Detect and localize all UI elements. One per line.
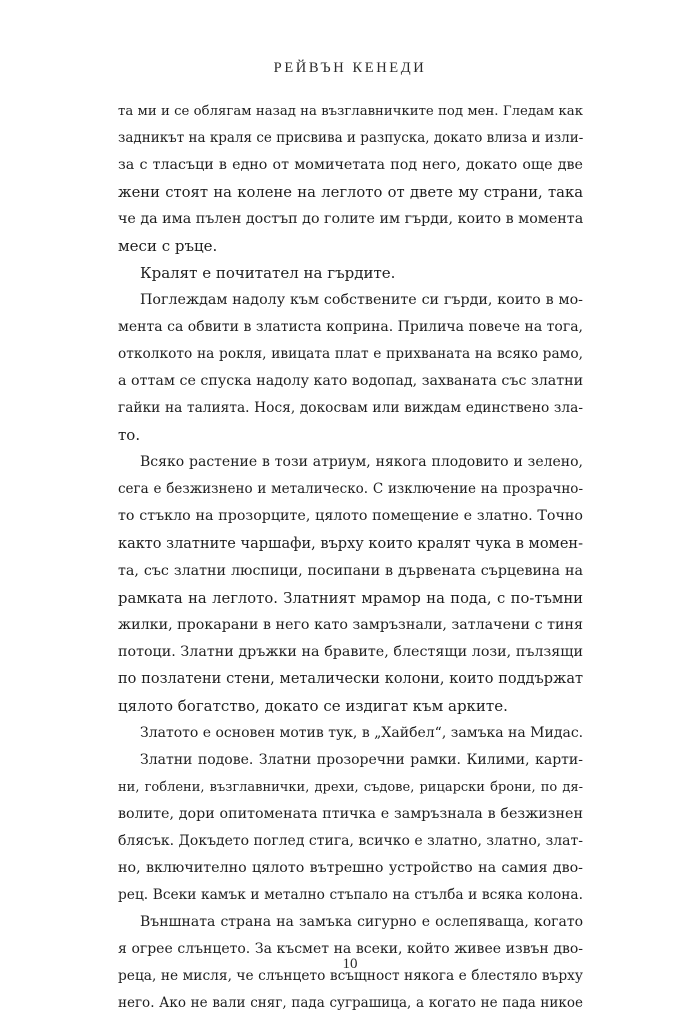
running-head-author: РЕЙВЪН КЕНЕДИ (273, 60, 427, 76)
text-line: Кралят е почитател на гърдите. (140, 264, 396, 283)
body-text (118, 98, 583, 1017)
text-line: жени стоят на колене на леглото от двете му страни, така (118, 184, 583, 202)
text-line: гайки на талията. Нося, докосвам или виждам единствено зла- (118, 400, 583, 417)
text-line: Всяко растение в този атриум, някога плодовито и зелено, (140, 454, 583, 471)
text-line: цялото богатство, докато се издигат към арките. (118, 696, 508, 715)
text-line: отколкото на рокля, ивицата плат е прихваната на всяко рамо, (118, 346, 583, 363)
text-line: мента са обвити в златиста коприна. Прилича повече на тога, (118, 319, 583, 336)
text-line: жилки, прокарани в него като замръзнали, затлачени с тиня (118, 616, 583, 633)
text-line: Златото е основен мотив тук, в „Хайбел“, замъка на Мидас. (140, 724, 584, 741)
text-line: че да има пълен достъп до голите им гърди, които в момента (118, 211, 584, 228)
text-line: рец. Всеки камък и метално стъпало на стълба и всяка колона. (118, 886, 583, 903)
text-line: ни, гоблени, възглавнички, дрехи, съдове, рицарски брони, по дя- (118, 779, 583, 795)
text-line: Златни подове. Златни прозоречни рамки. Килими, карти- (140, 751, 583, 768)
text-line: потоци. Златни дръжки на бравите, блестящи лози, пълзящи (118, 643, 583, 660)
text-line: реца, не мисля, че слънцето всъщност някога е блестяло върху (118, 968, 583, 984)
text-line: задникът на краля се присвива и разпуска, докато влиза и изли- (118, 130, 584, 147)
text-line: то стъкло на прозорците, цялото помещение е златно. Точно (118, 508, 583, 525)
text-line: та ми и се облягам назад на възглавничките под мен. Гледам как (118, 104, 583, 119)
text-line: Поглеждам надолу към собствените си гърди, които в мо- (140, 292, 583, 309)
text-line: а оттам се спуска надолу като водопад, захваната със златни (118, 373, 584, 390)
text-line: волите, дори опитомената птичка е замръзнала в безжизнен (118, 805, 583, 822)
text-line: блясък. Докъдето поглед стига, всичко е златно, златно, злат- (118, 832, 583, 849)
text-line: по позлатени стени, металически колони, които поддържат (118, 670, 583, 687)
text-line: сега е безжизнено и металическо. С изключение на прозрачно- (118, 481, 583, 498)
text-line: рамката на леглото. Златният мрамор на пода, с по-тъмни (118, 589, 583, 607)
text-line: както златните чаршафи, върху които кралят чука в момен- (118, 535, 583, 552)
text-line: но, включително цялото вътрешно устройство на самия дво- (118, 859, 583, 876)
text-line: то. (118, 426, 141, 445)
page-number: 10 (342, 956, 358, 972)
text-line: Външната страна на замъка сигурно е ослепяваща, когато (140, 913, 583, 930)
text-line: меси с ръце. (118, 237, 218, 256)
text-line: него. Ако не вали сняг, пада суграшица, а когато не пада никое (118, 995, 583, 1012)
text-line: та, със златни люспици, посипани в дървената сърцевина на (118, 562, 583, 579)
text-line: за с тласъци в едно от момичетата под него, докато още две (118, 157, 583, 174)
text-line: я огрее слънцето. За късмет на всеки, който живее извън дво- (118, 940, 583, 957)
